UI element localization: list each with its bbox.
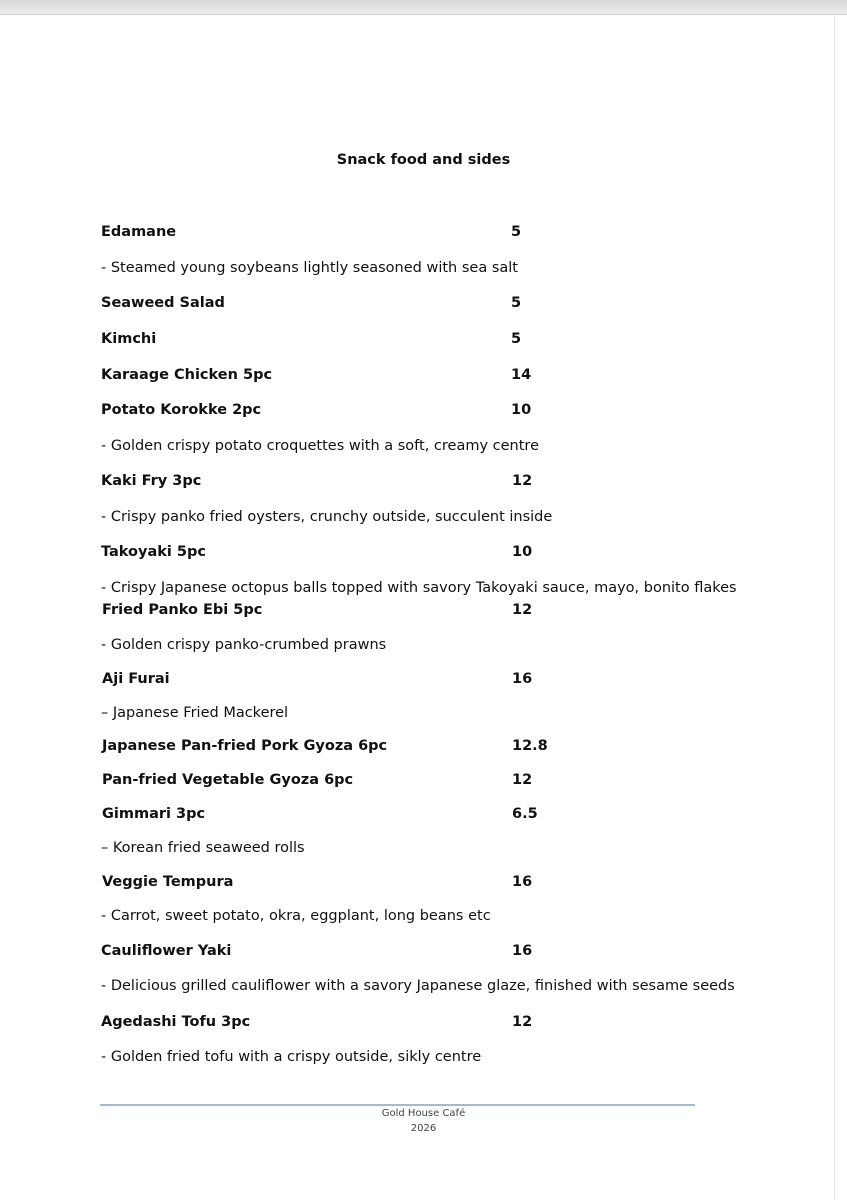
menu-item-description: - Crispy Japanese octopus balls topped with savory Takoyaki sauce, mayo, bonito flakes bbox=[101, 580, 737, 596]
menu-item-row bbox=[102, 806, 538, 822]
menu-item-price: 5 bbox=[511, 224, 522, 240]
menu-item-description: - Carrot, sweet potato, okra, eggplant, long beans etc bbox=[101, 908, 491, 924]
menu-item-row bbox=[102, 874, 533, 890]
menu-item-price: 12 bbox=[512, 602, 533, 618]
footer-cafe-name: Gold House Café bbox=[381, 1108, 466, 1119]
menu-item-row bbox=[101, 943, 533, 959]
footer-year: 2026 bbox=[410, 1123, 437, 1134]
menu-item-price: 5 bbox=[511, 331, 522, 347]
menu-item-name: Potato Korokke 2pc bbox=[101, 402, 262, 418]
menu-item-name: Seaweed Salad bbox=[101, 295, 225, 311]
menu-item-row bbox=[102, 602, 533, 618]
menu-item-name: Veggie Tempura bbox=[102, 874, 234, 890]
menu-item-row bbox=[101, 224, 522, 240]
menu-item-name: Aji Furai bbox=[102, 671, 170, 687]
menu-section-title: Snack food and sides bbox=[336, 152, 511, 168]
menu-item-description: – Japanese Fried Mackerel bbox=[101, 705, 289, 721]
menu-item-row bbox=[102, 671, 533, 687]
menu-item-price: 12 bbox=[512, 1014, 533, 1030]
menu-item-price: 16 bbox=[512, 874, 533, 890]
menu-item-name: Japanese Pan-fried Pork Gyoza 6pc bbox=[102, 738, 388, 754]
menu-item-price: 12.8 bbox=[512, 738, 548, 754]
viewer-top-bar bbox=[0, 0, 847, 15]
menu-item-name: Takoyaki 5pc bbox=[101, 544, 206, 560]
menu-item-price: 14 bbox=[511, 367, 532, 383]
menu-item-row bbox=[101, 367, 532, 383]
menu-item-description: - Golden crispy panko-crumbed prawns bbox=[101, 637, 387, 653]
menu-item-price: 16 bbox=[512, 671, 533, 687]
menu-item-name: Edamane bbox=[101, 224, 177, 240]
menu-item-row bbox=[102, 772, 533, 788]
menu-item-name: Agedashi Tofu 3pc bbox=[101, 1014, 251, 1030]
menu-item-price: 5 bbox=[511, 295, 522, 311]
menu-item-price: 16 bbox=[512, 943, 533, 959]
menu-item-row bbox=[101, 544, 533, 560]
menu-item-name: Gimmari 3pc bbox=[102, 806, 206, 822]
menu-item-row bbox=[101, 331, 522, 347]
menu-item-description: – Korean fried seaweed rolls bbox=[101, 840, 305, 856]
menu-item-name: Karaage Chicken 5pc bbox=[101, 367, 273, 383]
menu-item-name: Cauliflower Yaki bbox=[101, 943, 232, 959]
menu-item-name: Kaki Fry 3pc bbox=[101, 473, 202, 489]
menu-item-row bbox=[101, 402, 532, 418]
menu-item-price: 10 bbox=[511, 402, 532, 418]
menu-item-description: - Golden fried tofu with a crispy outside, sikly centre bbox=[101, 1049, 482, 1065]
menu-item-price: 6.5 bbox=[512, 806, 538, 822]
menu-item-price: 12 bbox=[512, 473, 533, 489]
menu-item-row bbox=[102, 738, 548, 754]
menu-item-description: - Steamed young soybeans lightly seasoned with sea salt bbox=[101, 260, 518, 276]
menu-item-description: - Golden crispy potato croquettes with a soft, creamy centre bbox=[101, 438, 539, 454]
menu-item-price: 10 bbox=[512, 544, 533, 560]
menu-item-row bbox=[101, 295, 522, 311]
footer-divider bbox=[100, 1104, 695, 1106]
menu-item-name: Kimchi bbox=[101, 331, 157, 347]
menu-item-description: - Crispy panko fried oysters, crunchy outside, succulent inside bbox=[101, 509, 553, 525]
menu-item-price: 12 bbox=[512, 772, 533, 788]
menu-item-name: Pan-fried Vegetable Gyoza 6pc bbox=[102, 772, 354, 788]
page-edge bbox=[834, 14, 835, 1200]
menu-item-row bbox=[101, 473, 533, 489]
menu-item-name: Fried Panko Ebi 5pc bbox=[102, 602, 263, 618]
menu-item-row bbox=[101, 1014, 533, 1030]
menu-item-description: - Delicious grilled cauliflower with a savory Japanese glaze, finished with sesame seeds bbox=[101, 978, 735, 994]
